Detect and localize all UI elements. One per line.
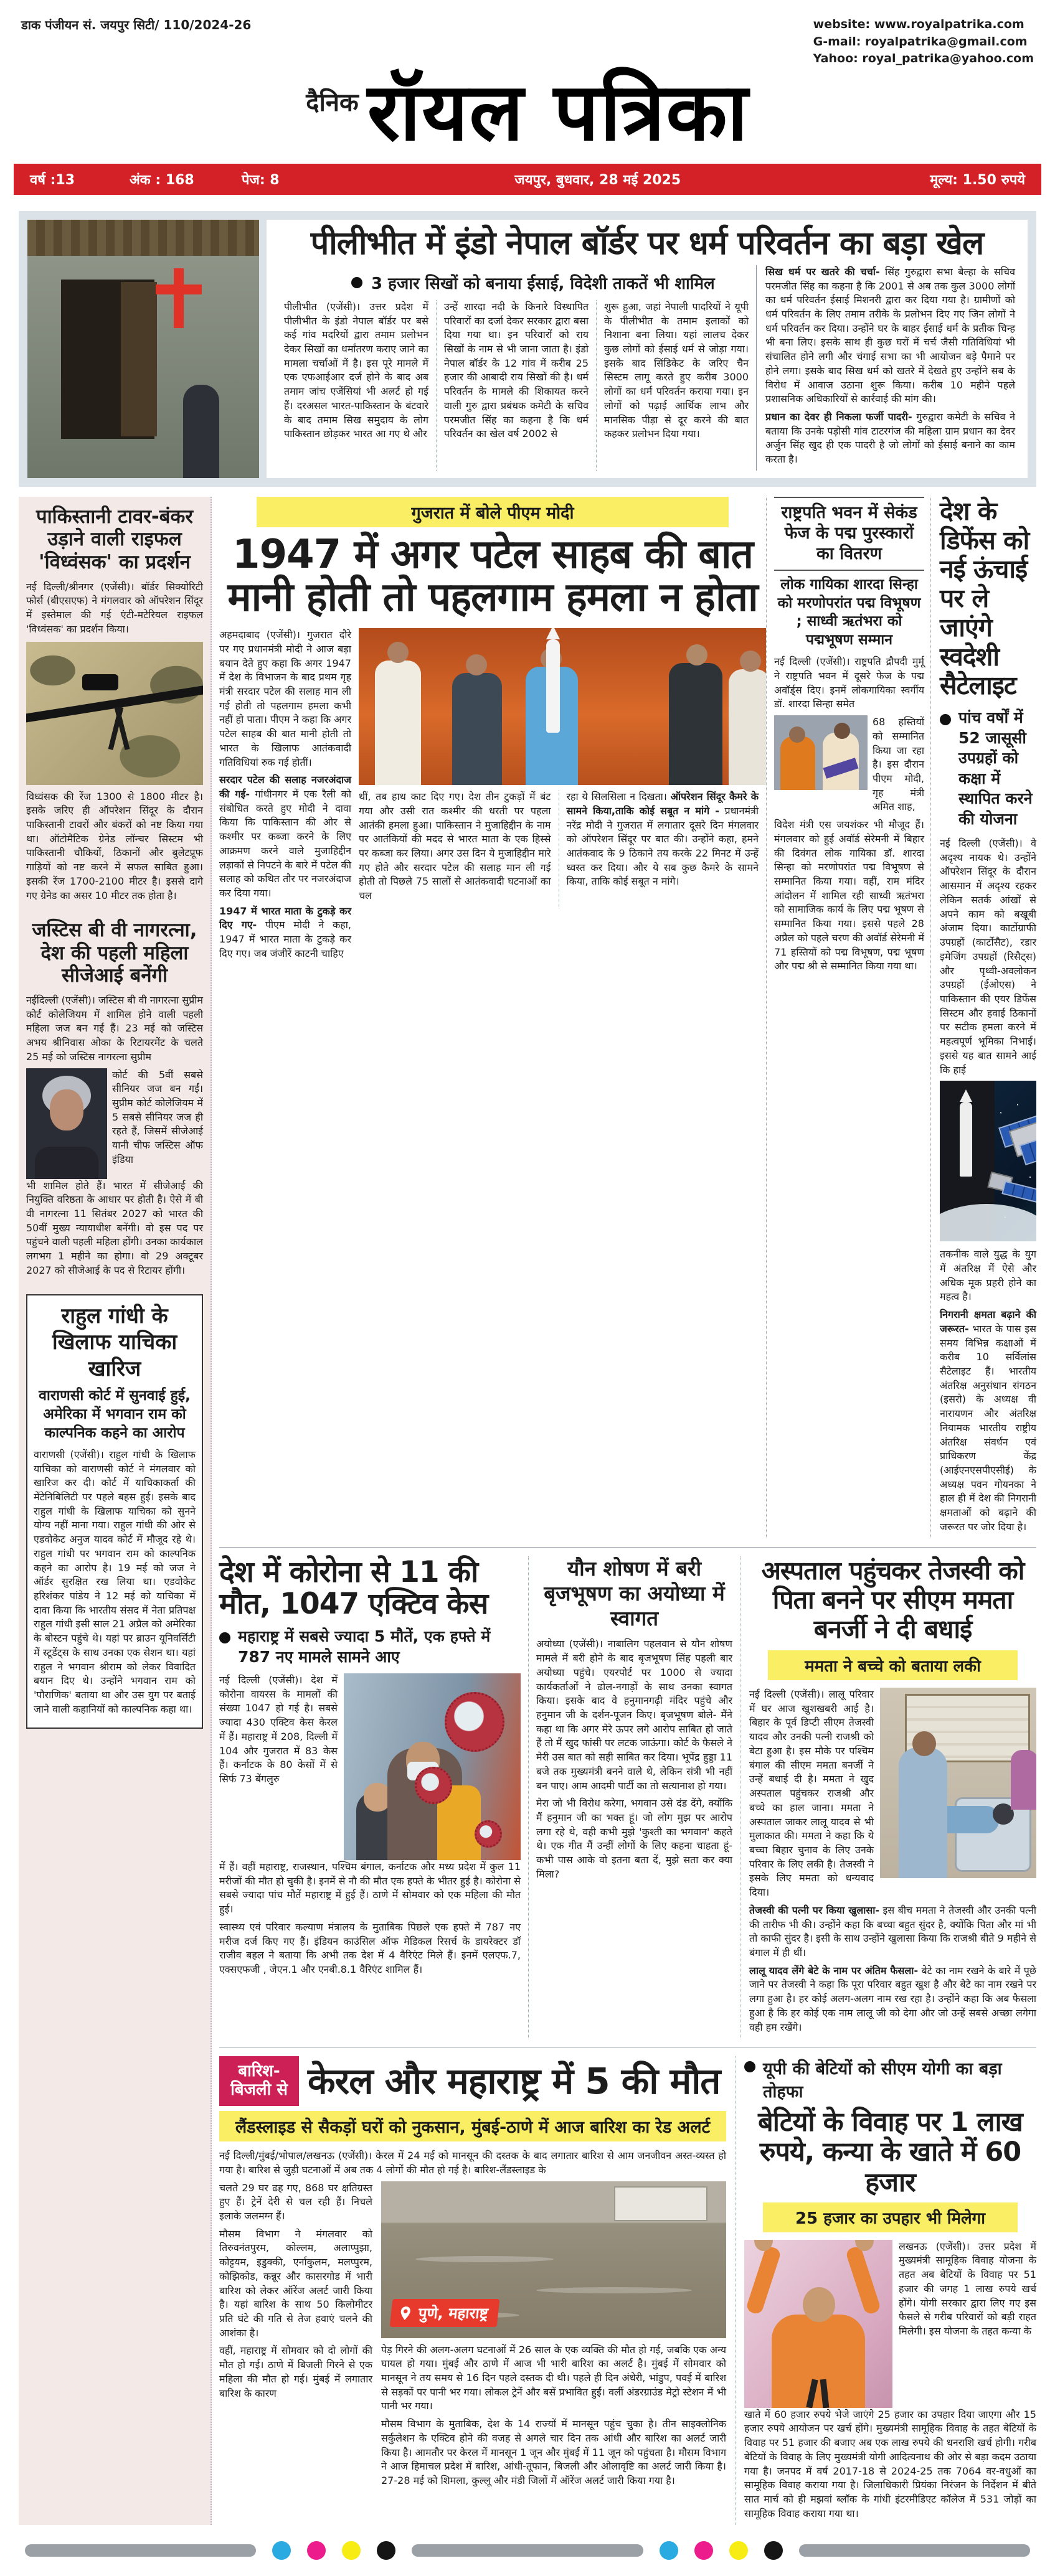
website-line: website: www.royalpatrika.com [813,17,1024,31]
modi-column-2: थीं, तब हाथ काट दिए गए। देश तीन टुकड़ों में बंट गया और उसी रात कश्मीर की धरती पर पहला आतंकी हमला हुआ। पाकिस्तान ने मुजाहिद्दीन के नाम पर आतंकियों की मदद से भारत माता के एक हिस्से पर कब्जा कर लिया। अगर उस दिन ये मुजाहिद्दीन मारे गए होते और सरदार पटेल की सलाह मान ली गई होती तो पिछले 75 सालों से आतंकवादी घटनाओं का चल [359,791,551,902]
masthead-daily-label: दैनिक [306,88,359,117]
magenta-dot [694,2541,713,2560]
person-silhouette [780,736,815,790]
yogi-headline: बेटियों के विवाह पर 1 लाख रुपये, कन्या के खाते में 60 हजार [758,2107,1023,2198]
rahul-headline: राहुल गांधी के खिलाफ याचिका खारिज [52,1303,177,1381]
person-silhouette [183,385,219,478]
masthead [0,65,1055,161]
lead-column-2: उन्हें शारदा नदी के किनारे विस्थापित परिवारों का दर्जा देकर सरकार द्वारा बसा दिया गया था। इन परिवारों को राय सिखों के नाम से भी जाना जाता है। इंडो नेपाल बॉर्डर के 12 गांव में करीब 25 हजार की आबादी राय सिखों की है। धर्म परिवर्तन के मामले की शिकायत करने वाली गुरु द्वारा प्रबंधक कमेटी के सचिव परमजीत सिंह का कहना है कि धर्म परिवर्तन का खेल वर्ष 2002 से [436,300,596,471]
edition-date: जयपुर, बुधवार, 28 मई 2025 [514,172,681,188]
corona-subhead: महाराष्ट्र में सबसे ज्यादा 5 मौतें, एक हफ्ते में 787 नए मामले सामने आए [219,1627,521,1667]
satellite-subhead: पांच वर्षों में 52 जासूसी उपग्रहों को कक्षा में स्थापित करने की योजना [940,708,1036,829]
rain-column-2: पुणे, महाराष्ट्र पेड़ गिरने की अलग-अलग घटनाओं में 26 साल के एक व्यक्ति की मौत हो गई, जबकि एक अन्य घायल हो गया। मुंबई और ठाणे में आज भी भारी बारिश का अलर्ट है। मुंबई में सोमवार को मानसून ने तय समय से 16 दिन पहले दस्तक दी थी। पहले ही दिन अंधेरी, भांडुप, पवई में बारिश से सड़कों पर पानी भर गया। लोकल ट्रेनें और बसें प्रभावित हुईं। वर्ली अंडरग्राउंड मेट्रो स्टेशन में भी पानी भर गया। मौसम विभाग के मुताबिक, देश के 14 राज्यों में मानसून पहुंच चुका है। तीन साइक्लोनिक सर्कुलेशन के एक्टिव होने की वजह से अगले चार दिन तक आंधी और बारिश का अलर्ट जारी किया है। आमतौर पर केरल में मानसून 1 जून और मुंबई में 11 जून को पहुंचता है। मौसम विभाग ने आज हिमाचल प्रदेश में बारिश, आंधी-तूफान, बिजली और ओलावृष्टि का अलर्ट जारी किया है। 27-28 मई को शिमला, कुल्लू और मंडी जिलों में ऑरेंज अलर्ट जारी किया गया है। [381,2181,726,2492]
lead-photo [27,220,259,478]
lead-headline: पीलीभीत में इंडो नेपाल बॉर्डर पर धर्म परिवर्तन का बड़ा खेल [310,224,984,262]
article-corona: देश में कोरोना से 11 की मौत, 1047 एक्टिव केस महाराष्ट्र में सबसे ज्यादा 5 मौतें, एक हफ्ते में 787 नए मामले सामने आए नई दिल्ली (एजेंसी)। देश में कोरोना वायरस के मामलों की संख्या 1047 हो गई है। सबसे ज्यादा 430 एक्टिव केस केरल में हैं। महाराष्ट्र में 208, दिल्ली में 104 और गुजरात में 83 केस हैं। कर्नाटक के 80 केसों में से सिर्फ 73 बेंगलुरु में हैं। वहीं महाराष्ट्र, राजस्थान, पश्चिम बंगाल, कर्नाटक और मध्य प्रदेश में कुल 11 मरीजों की मौत हो चुकी है। इनमें से नौ की मौत एक हफ्ते के भीतर हुई है। कोरोना से सबसे ज्यादा पांच मौतें महाराष्ट्र में हुई हैं। ठाणे में सोमवार को एक महिला की मौत हुई। स्वास्थ्य एवं परिवार कल्याण मंत्रालय के मुताबिक पिछले एक हफ्ते में 787 नए मरीज दर्ज किए गए हैं। इंडियन काउंसिल ऑफ मेडिकल रिसर्च के डायरेक्टर डॉ राजीव बहल ने बताया कि अभी तक देश में 4 वैरिएंट मिले हैं। इनमें एलएफ.7, एक्सएफजी , जेएन.1 और एनबी.8.1 वैरिएंट शामिल हैं। [219,1554,521,1976]
padma-headline: राष्ट्रपति भवन में सेकंड फेज के पद्म पुरस्कारों का वितरण [774,497,924,571]
mamata-subhead: ममता ने बच्चे को बताया लकी [768,1650,1018,1680]
edition-year: वर्ष :13 [30,172,75,188]
virus-icon [475,1820,502,1848]
satellite-illustration [940,1081,1036,1241]
edition-pages: पेज: 8 [242,172,280,188]
modi-column-1: अहमदाबाद (एजेंसी)। गुजरात दौरे पर गए प्रधानमंत्री मोदी ने आज बड़ा बयान देते हुए कहा कि अगर 1947 में देश के विभाजन के बाद प्रथम गृह मंत्री सरदार पटेल की सलाह मान ली गई होती तो पहलगाम हमला कभी नहीं हो पाता। पीएम ने कहा कि अगर पटेल साहब की बात मानी होती तो भारत के खिलाफ आतंकवादी गतिविधियां रुक गई होतीं। सरदार पटेल की सलाह नजरअंदाज की गई- गांधीनगर में एक रैली को संबोधित करते हुए मोदी ने दावा किया कि पाकिस्तान की ओर से कश्मीर पर कब्जा करने के लिए आक्रमण करने वाले मुजाहिद्दीन लड़ाकों से निपटने के बारे में पटेल की सलाह को कथित तौर पर नजरअंदाज कर दिया गया। 1947 में भारत माता के टुकड़े कर दिए गए- पीएम मोदी ने कहा, 1947 में भारत माता के टुकड़े कर दिए गए। जब जंजीरें काटनी चाहिए [219,629,352,959]
cyan-dot [272,2541,291,2560]
person-silhouette [669,663,722,785]
modi-kicker: गुजरात में बोले पीएम मोदी [257,497,729,527]
contact-info [813,16,1034,68]
solar-panel [1001,1181,1036,1204]
print-registration-marks [25,2541,1030,2560]
registration-bar [25,2544,256,2557]
bullet-icon [744,2061,755,2072]
modi-column-3: रहा ये सिलसिला न दिखता। ऑपरेशन सिंदूर कैमरे के सामने किया,ताकि कोई सबूत न मांगे - प्रधानमंत्री नरेंद्र मोदी ने गुजरात में लगातार दूसरे दिन मंगलवार को ऑपरेशन सिंदूर पर बात की। उन्होंने कहा, हमने आतंकवाद के 9 ठिकाने तय करके 22 मिनट में उन्हें ध्वस्त कर दिया। और ये सब कुछ कैमरे के सामने किया, ताकि कोई सबूत न मांगे। [559,790,767,907]
mamata-headline: अस्पताल पहुंचकर तेजस्वी को पिता बनने पर सीएम ममता बनर्जी ने दी बधाई [761,1555,1024,1644]
black-dot [764,2541,783,2560]
virus-icon [445,1692,504,1752]
person-silhouette [452,673,502,785]
location-pin-icon [397,2305,415,2321]
yellow-dot [342,2541,361,2560]
article-brij: यौन शोषण में बरी बृजभूषण का अयोध्या में स्वागत अयोध्या (एजेंसी)। नाबालिग पहलवान से यौन शोषण मामले में बरी होने के बाद बृजभूषण सिंह पहली बार अयोध्या पहुंचे। एयरपोर्ट पर 1000 से ज्यादा कार्यकर्ताओं ने ढोल-नगाड़ों के साथ उनका स्वागत किया। इसके बाद वे हनुमानगढ़ी मंदिर पहुंचे और हनुमान जी के दर्शन-पूजन किए। बृजभूषण बोले- मैंने कहा था कि अगर मेरे ऊपर लगे आरोप साबित हो जाते हैं तो मैं खुद फांसी पर लटक जाऊंगा। कोर्ट के फैसले ने मेरी उस बात को सही साबित कर दिया। भूपेंद्र हुड्डा 11 बजे तक मुख्यमंत्री बनने वाले थे, लेकिन संत्री भी नहीं बन पाए। आम आदमी पार्टी का तो सत्यानाश हो गया। मेरा जो भी विरोध करेगा, भगवान उसे दंड देंगे, क्योंकि मैं हनुमान जी का भक्त हूं। जो लोग मुझ पर आरोप लगा रहे थे, वही कभी मुझे 'कुश्ती का भगवान' कहते थे। एक गीत मैं उन्हीं लोगों के लिए कहना चाहता हूं- कभी पास आके वो इतना बता दें, मुझे सता कर क्या मिला? [528,1556,740,2039]
rocket-model [546,639,560,733]
article-satellite: देश के डिफेंस को नई ऊंचाई पर ले जाएंगे स्वदेशी सैटेलाइट पांच वर्षों में 52 जासूसी उपग्रहों को कक्षा में स्थापित करने की योजना नई दिल्ली (एजेंसी)। वे अदृश्य नायक थे। उन्होंने ऑपरेशन सिंदूर के दौरान आसमान में अदृश्य रहकर लेकिन सतर्क आंखों से अपने काम को बखूबी अंजाम दिया। कार्टोग्राफी उपग्रहों (कार्टोसैट), रडार इमेजिंग उपग्रहों (रिसैट्स) और पृथ्वी-अवलोकन उपग्रहों (ईओएस) ने पाकिस्तान की एयर डिफेंस सिस्टम और हवाई ठिकानों पर सटीक हमला करने में महत्वपूर्ण भूमिका निभाई। इससे यह बात सामने आई कि हाई तकनीक वाले युद्ध के युग में अंतरिक्ष में ऐसे और अधिक मूक प्रहरी होने का महत्व है। निगरानी क्षमता बढ़ाने की जरूरत- भारत के पास इस समय विभिन्न कक्षाओं में करीब 10 सर्विलांस सैटेलाइट हैं। भारतीय अंतरिक्ष अनुसंधान संगठन (इसरो) के अध्यक्ष वी नारायणन और अंतरिक्ष नियामक भारतीय राष्ट्रीय अंतरिक्ष संवर्धन एवं प्राधिकरण केंद्र (आईएनएसपीएसीई) के अध्यक्ष पवन गोयनका ने हाल ही में देश की निगरानी क्षमताओं को बढ़ाने की जरूरत पर जोर दिया है। [930,497,1036,1538]
yogi-subhead: 25 हजार का उपहार भी मिलेगा [763,2202,1018,2232]
justice-portrait [26,1068,107,1179]
edition-issue: अंक : 168 [130,172,194,188]
corona-photo [344,1673,521,1860]
lead-subhead-text: 3 हजार सिखों को बनाया ईसाई, विदेशी ताकतें भी शामिल [371,274,715,293]
satellite-headline: देश के डिफेंस को नई ऊंचाई पर ले जाएंगे स्वदेशी सैटेलाइट [940,496,1029,701]
lead-column-3: शुरू हुआ, जहां नेपाली पादरियों ने यूपी के पीलीभीत के तमाम इलाकों को निशाना बना लिया। यहां लालच देकर कुछ लोगों को ईसाई धर्म से जोड़ा गया। इसके बाद सिंडिकेट के जरिए चैन सिस्टम लागू करते हुए करीब 3000 लोगों का धर्म परिवर्तन कराया गया। इन लोगों को पढ़ाई आर्थिक लाभ और मानसिक पीड़ा से दूर करने की बात कहकर प्रलोभन दिया गया। [596,300,756,471]
edition-price: मूल्य: 1.50 रुपये [930,172,1025,188]
dateline-bar [14,164,1041,195]
divider [219,1547,1036,1548]
rifle-headline: पाकिस्तानी टावर-बंकर उड़ाने वाली राइफल 'विध्वंसक' का प्रदर्शन [36,505,193,574]
left-sidebar [19,497,212,2525]
photo-location-tag: पुणे, महाराष्ट्र [390,2299,500,2327]
article-yogi: यूपी की बेटियों को सीएम योगी का बड़ा तोहफा बेटियों के विवाह पर 1 लाख रुपये, कन्या के खाते में 60 हजार 25 हजार का उपहार भी मिलेगा लखनऊ (एजेंसी)। उत्तर प्रदेश में मुख्यमंत्री सामूहिक विवाह योजना के तहत अब बेटियों के विवाह पर 51 हजार की जगह 1 लाख रुपये खर्च होंगे। योगी सरकार द्वारा लिए गए इस फैसले से गरीब परिवारों को बड़ी राहत मिलेगी। इस योजना के तहत कन्या के खाते में 60 हजार रुपये भेजे जाएंगे 25 हजार का उपहार दिया जाएगा और 15 हजार रुपये आयोजन पर खर्च होंगे। मुख्यमंत्री सामूहिक विवाह के तहत बेटियों के विवाह पर 51 हजार की बजाए अब एक लाख रुपये की धनराशि खर्च होगी। गरीब बेटियों के विवाह के लिए मुख्यमंत्री योगी आदित्यनाथ की ओर से बड़ा कदम उठाया गया है। जनपद में वर्ष 2017-18 से 2024-25 तक 7064 वर-वधुओं का सामूहिक विवाह कराया गया है। जिलाधिकारी प्रियंका निरंजन के निर्देशन में बीते सात मार्च को ही मझवां ब्लॉक के गांधी इंटरमीडिएट कॉलेज में 531 जोड़ों का सामूहिक विवाह कराया गया था। [735,2056,1036,2524]
lead-in-heading: सिख धर्म पर खतरे की चर्चा- [765,265,880,278]
yogi-photo [744,2240,892,2408]
person-silhouette [729,669,766,785]
rain-column-1: चलते 29 घर ढह गए, 868 घर क्षतिग्रस्त हुए हैं। ट्रेनें देरी से चल रही हैं। निचले इलाके जलमग्न हैं। मौसम विभाग ने मंगलवार को तिरुवनंतपुरम, कोल्लम, अलाप्पुझा, कोट्टयम, इडुक्की, एर्नाकुलम, मलप्पुरम, कोझिकोड, कन्नूर और कासरगोड में भारी बारिश को लेकर ऑरेंज अलर्ट जारी किया है। यहां बारिश के साथ 50 किलोमीटर प्रति घंटे की गति से तेज हवाएं चलने की आशंका है। वहीं, महाराष्ट्र में सोमवार को दो लोगों की मौत हो गई। ठाणे में बिजली गिरने से एक महिला की मौत हो गई। मुंबई में लगातार बारिश के कारण [219,2181,372,2399]
article-rain: बारिश-बिजली से केरल और महाराष्ट्र में 5 की मौत लैंडस्लाइड से सैकड़ों घरों को नुकसान, मुंबई-ठाणे में आज बारिश का रेड अलर्ट नई दिल्ली/मुंबई/भोपाल/लखनऊ (एजेंसी)। केरल में 24 मई को मानसून की दस्तक के बाद लगातार बारिश से आम जनजीवन अस्त-व्यस्त हो गया है। बारिश से जुड़ी घटनाओं में अब तक 4 लोगों की मौत हो गई है। बारिश-लैंडस्लाइड के चलते 29 घर ढह गए, 868 घर क्षतिग्रस्त हुए हैं। ट्रेनें देरी से चल रही हैं। निचले इलाके जलमग्न हैं। मौसम विभाग ने मंगलवार को तिरुवनंतपुरम, कोल्लम, अलाप्पुझा, कोट्टयम, इडुक्की, एर्नाकुलम, मलप्पुरम, कोझिकोड, कन्नूर और कासरगोड में भारी बारिश को लेकर ऑरेंज अलर्ट जारी किया है। यहां बारिश के साथ 50 किलोमीटर प्रति घंटे की गति से तेज हवाएं चलने की आशंका है। वहीं, महाराष्ट्र में सोमवार को दो लोगों की मौत हो गई। ठाणे में बिजली गिरने से एक महिला की मौत हो गई। मुंबई में लगातार बारिश के कारण पुणे, महाराष्ट्र पेड़ गिरने की अलग-अलग घटनाओं में 26 साल के एक व्यक्ति की मौत हो गई, जबकि एक अन्य घायल हो गया। मुंबई और ठाणे में आज भी भारी बारिश का अलर्ट है। मुंबई में सोमवार को मानसून ने तय समय से 16 दिन पहले दस्तक दी थी। पहले ही दिन अंधेरी, भांडुप, पवई में बारिश से सड़कों पर पानी भर गया। लोकल ट्रेनें और बसें प्रभावित हुईं। वर्ली अंडरग्राउंड मेट्रो स्टेशन में भी पानी भर गया। मौसम विभाग के मुताबिक, देश के 14 राज्यों में मानसून पहुंच चुका है। तीन साइक्लोनिक सर्कुलेशन के एक्टिव होने की वजह से अगले चार दिन तक आंधी और बारिश का अलर्ट जारी किया है। आमतौर पर केरल में मानसून 1 जून और मुंबई में 11 जून को पहुंचता है। मौसम विभाग ने आज हिमाचल प्रदेश में बारिश, आंधी-तूफान, बिजली और ओलावृष्टि का अलर्ट जारी किया है। 27-28 मई को शिमला, कुल्लू और मंडी जिलों में ऑरेंज अलर्ट जारी किया गया है। [219,2056,735,2524]
bullet-icon [351,277,362,288]
masthead-title: रॉयल पत्रिका [367,65,749,159]
person-silhouette [772,2315,865,2408]
earth-curve [940,1204,1036,1241]
yogi-kicker: यूपी की बेटियों को सीएम योगी का बड़ा तोहफा [744,2056,1036,2102]
modi-headline: 1947 में अगर पटेल साहब की बात मानी होती तो पहलगाम हमला न होता [227,531,758,621]
rain-subhead: लैंडस्लाइड से सैकड़ों घरों को नुकसान, मुंबई-ठाणे में आज बारिश का रेड अलर्ट [219,2111,726,2141]
article-justice: जस्टिस बी वी नागरत्ना, देश की पहली महिला सीजेआई बनेंगी नईदिल्ली (एजेंसी)। जस्टिस बी वी नागरत्ना सुप्रीम कोर्ट कोलेजियम में शामिल होने वाली पहली महिला जज बन गई हैं। 23 मई को जस्टिस अभय श्रीनिवास ओका के रिटायरमेंट के चलते 25 मई को जस्टिस नागरत्ना सुप्रीम कोर्ट की 5वीं सबसे सीनियर जज बन गईं। सुप्रीम कोर्ट कोलेजियम में 5 सबसे सीनियर जज ही रहते हैं, जिसमें सीजेआई यानी चीफ जस्टिस ऑफ इंडिया भी शामिल होते हैं। भारत में सीजेआई की नियुक्ति वरिष्ठता के आधार पर होती है। ऐसे में बी वी नागरत्ना 11 सितंबर 2027 को भारत की 50वीं मुख्य न्यायाधीश बनेंगी। वो इस पद पर पहुंचने वाली पहली महिला होंगी। उनका कार्यकाल लगभग 1 महीने का होगा। वो 29 अक्टूबर 2027 को सीजेआई के पद से रिटायर होंगी। [26,919,203,1276]
article-mamata: अस्पताल पहुंचकर तेजस्वी को पिता बनने पर सीएम ममता बनर्जी ने दी बधाई ममता ने बच्चे को बताया लकी नई दिल्ली (एजेंसी)। लालू परिवार में घर आज खुशखबरी आई है। बिहार के पूर्व डिप्टी सीएम तेजस्वी यादव और उनकी पत्नी राजश्री को बेटा हुआ है। इस मौके पर पश्चिम बंगाल की सीएम ममता बनर्जी ने उन्हें बधाई दी है। ममता ने खुद अस्पताल पहुंचकर राजश्री और बच्चे का हाल जाना। ममता ने अस्पताल जाकर लालू यादव से भी मुलाकात की। ममता ने कहा कि ये बच्चा बिहार चुनाव के लिए उनके परिवार के लिए लकी है। तेजस्वी ने इसके लिए ममता को धन्यवाद दिया। तेजस्वी की पत्नी पर किया खुलासा- इस बीच ममता ने तेजस्वी और उनकी पत्नी की तारीफ भी की। उन्होंने कहा कि बच्चा बहुत सुंदर है, क्योंकि पिता और मां भी तो काफी सुंदर है। इसी के साथ उन्होंने खुलासा किया कि राजश्री बीते 9 महीने से बंगाल में ही थीं। लालू यादव लेंगे बेटे के नाम पर अंतिम फैसला- बेटे का नाम रखने के बारे में पूछे जाने पर तेजस्वी ने कहा कि पूरा परिवार बहुत खुश है और बेटे का नाम रखने पर लगा हुआ है। हर कोई अलग-अलग नाम रख रहा है। उन्होंने कहा कि अब फैसला हुआ है कि हर कोई एक नाम लालू जी को देगा और जो उन्हें सबसे अच्छा लगेगा वही हम रखेंगे। [740,1556,1036,2039]
magenta-dot [307,2541,326,2560]
cross-icon [156,268,202,328]
cyan-dot [660,2541,678,2560]
postal-registration: डाक पंजीयन सं. जयपुर सिटी/ 110/2024-26 [21,17,252,32]
rifle-photo [26,642,203,785]
registration-bar [412,2544,643,2557]
corona-headline: देश में कोरोना से 11 की मौत, 1047 एक्टिव केस [219,1554,488,1622]
yahoo-line: Yahoo: royal_patrika@yahoo.com [813,52,1034,66]
rahul-subhead: वाराणसी कोर्ट में सुनवाई हुई, अमेरिका में भगवान राम को काल्पनिक कहने का आरोप [39,1388,191,1441]
padma-award-photo [774,715,868,790]
rifle-scope [82,674,118,690]
brij-headline: यौन शोषण में बरी बृजभूषण का अयोध्या में स्वागत [544,1556,725,1631]
rain-kicker-tag: बारिश-बिजली से [219,2056,299,2106]
bullet-icon [219,1632,230,1643]
lead-right-column: सिख धर्म पर खतरे की चर्चा- सिंह गुरुद्वारा सभा बैल्हा के सचिव परमजीत सिंह का कहना है कि 2001 से अब तक कुल 3000 लोगों का धर्म परिवर्तन ईसाई मिशनरी द्वारा कर दिया गया है। ग्रामीणों को धर्म परिवर्तन के लिए तमाम तरीके के प्रलोभन दिए गए जिन लोगों ने धर्म परिवर्तन कर दिया। उन्होंने घर के बाहर ईसाई धर्म के प्रतीक चिन्ह भी बना लिए। इसके साथ ही कुछ घरों में चर्च जैसी गतिविधियां भी संचालित होने लगी और चंगाई सभा का भी आयोजन बड़े पैमाने पर होने लगा। इसके बाद सिख धर्म को खतरे में देखते हुए उन्होंने सब के विरोध में आवाज उठाना शुरू किया। करीब 10 महीने पहले प्रशासनिक अधिकारियों से कार्रवाई की मांग की। प्रधान का देवर ही निकला फर्जी पादरी- गुरुद्वारा कमेटी के सचिव ने बताया कि उनके पड़ोसी गांव टाटरगंज की महिला ग्राम प्रधान का देवर अर्जुन सिंह खुद ही एक पादरी है जो लोगों को ईसाई बनाने का काम करता है। [756,265,1018,471]
black-dot [377,2541,395,2560]
virus-icon [415,1767,452,1804]
lead-article [19,211,1036,487]
rain-headline: केरल और महाराष्ट्र में 5 की मौत [308,2059,721,2102]
justice-headline: जस्टिस बी वी नागरत्ना, देश की पहली महिला सीजेआई बनेंगी [32,919,197,987]
lead-in-heading: प्रधान का देवर ही निकला फर्जी पादरी- [765,411,912,423]
padma-subhead: लोक गायिका शारदा सिन्हा को मरणोपरांत पद्म विभूषण ; साध्वी ऋतंभरा को पद्मभूषण सम्मान [777,576,921,649]
article-padma: राष्ट्रपति भवन में सेकंड फेज के पद्म पुरस्कारों का वितरण लोक गायिका शारदा सिन्हा को मरणोपरांत पद्म विभूषण ; साध्वी ऋतंभरा को पद्मभूषण सम्मान नई दिल्ली (एजेंसी)। राष्ट्रपति द्रौपदी मुर्मू ने राष्ट्रपति भवन में दूसरे फेज के पद्म अवॉर्ड्स दिए। इनमें लोकगायिका स्वर्गीय डॉ. शारदा सिन्हा समेत 68 हस्तियों को सम्मानित किया जा रहा है। इस दौरान पीएम मोदी, गृह मंत्री अमित शाह, विदेश मंत्री एस जयशंकर भी मौजूद हैं। मंगलवार को हुई अवॉर्ड सेरेमनी में बिहार की दिवंगत लोक गायिका डॉ. शारदा सिन्हा को मरणोपरांत पद्म विभूषण से सम्मानित किया गया। वहीं, राम मंदिर आंदोलन में शामिल रही साध्वी ऋतंभरा को सामाजिक कार्य के लिए पद्म भूषण से सम्मानित किया गया। इससे पहले 28 अप्रैल को पहले चरण की अवॉर्ड सेरेमनी में 71 हस्तियों को पद्म विभूषण, पद्म भूषण और पद्म श्री से सम्मानित किया गया था। [766,497,930,1538]
rocket-icon [960,1102,972,1177]
gmail-line: G-mail: royalpatrika@gmail.com [813,34,1028,49]
bullet-icon [940,714,951,725]
header-topbar [0,0,1055,68]
article-rifle: पाकिस्तानी टावर-बंकर उड़ाने वाली राइफल 'विध्वंसक' का प्रदर्शन नई दिल्ली/श्रीनगर (एजेंसी)। बॉर्डर सिक्योरिटी फोर्स (बीएसएफ) ने मंगलवार को ऑपरेशन सिंदूर में इस्तेमाल की गई एंटी-मटेरियल राइफल 'विध्वंसक' का प्रदर्शन किया। विध्वंसक की रेंज 1300 से 1800 मीटर है। इसके जरिए ही ऑपरेशन सिंदूर के दौरान पाकिस्तानी टावरों और बंकरों को नष्ट किया गया था। ऑटोमैटिक ग्रेनेड लॉन्चर सिस्टम भी पाकिस्तानी चौकियों, ठिकानों और बुलेटप्रूफ गाड़ियों को नष्ट करने में सफल साबित हुआ। इसकी रेंज 1700-2100 मीटर है। इससे दागे गए ग्रेनेड का असर 10 मीटर तक होता है। [26,505,203,903]
building [614,2186,707,2221]
person-silhouette [899,1747,947,1878]
modi-stage-photo [359,628,766,785]
article-rahul: राहुल गांधी के खिलाफ याचिका खारिज वाराणसी कोर्ट में सुनवाई हुई, अमेरिका में भगवान राम को काल्पनिक कहने का आरोप वाराणसी (एजेंसी)। राहुल गांधी के खिलाफ याचिका को वाराणसी कोर्ट ने मंगलवार को खारिज कर दी। कोर्ट में याचिकाकर्ता की मेंटेनिबिलिटी पर पहले बहस हुई। इसके बाद राहुल गांधी के खिलाफ याचिका को सुनने योग्य नहीं माना गया। राहुल गांधी की ओर से एडवोकेट अनुज यादव कोर्ट में मौजूद रहे थे। राहुल गांधी पर भगवान राम को काल्पनिक कहने का आरोप है। 19 मई को जज ने ऑर्डर सुरक्षित रख लिया था। एडवोकेट हरिशंकर पांडेय ने 12 मई को याचिका में दावा किया कि भारतीय संसद में नेता प्रतिपक्ष राहुल गांधी इसी साल 21 अप्रैल को अमेरिका के बोस्टन पहुंचे थे। यहां पर ब्राउन यूनिवर्सिटी में स्टूडेंट्स के साथ उनका एक सेशन था। यहां राहुल ने भगवान श्रीराम को लेकर विवादित बयान दिए थे। उन्होंने भगवान राम को 'पौराणिक' बताया था और उस युग पर बताई जाने वाली कहानियों को काल्पनिक कहा था। [26,1294,203,1729]
lead-column-1: पीलीभीत (एजेंसी)। उत्तर प्रदेश में पीलीभीत के इंडो नेपाल बॉर्डर पर बसे कई गांव मदरियों द्वारा तमाम प्रलोभन देकर सिखों का धर्मांतरण कराए जाने का मामला चर्चाओं में है। इस पूरे मामले में एक एफआईआर दर्ज होने के बाद अब तमाम जांच एजेंसियां भी अलर्ट हो गई हैं। दरअसल भारत-पाकिस्तान के बंटवारे के बाद तमाम सिख समुदाय के लोग पाकिस्तान छोड़कर भारत आ गए थे और [284,300,428,440]
registration-bar [799,2544,1030,2557]
person-silhouette [375,660,421,785]
flood-photo [381,2181,726,2338]
article-modi [219,497,766,1538]
yellow-dot [729,2541,748,2560]
person-silhouette [1011,1750,1036,1810]
hospital-photo [880,1688,1036,1878]
